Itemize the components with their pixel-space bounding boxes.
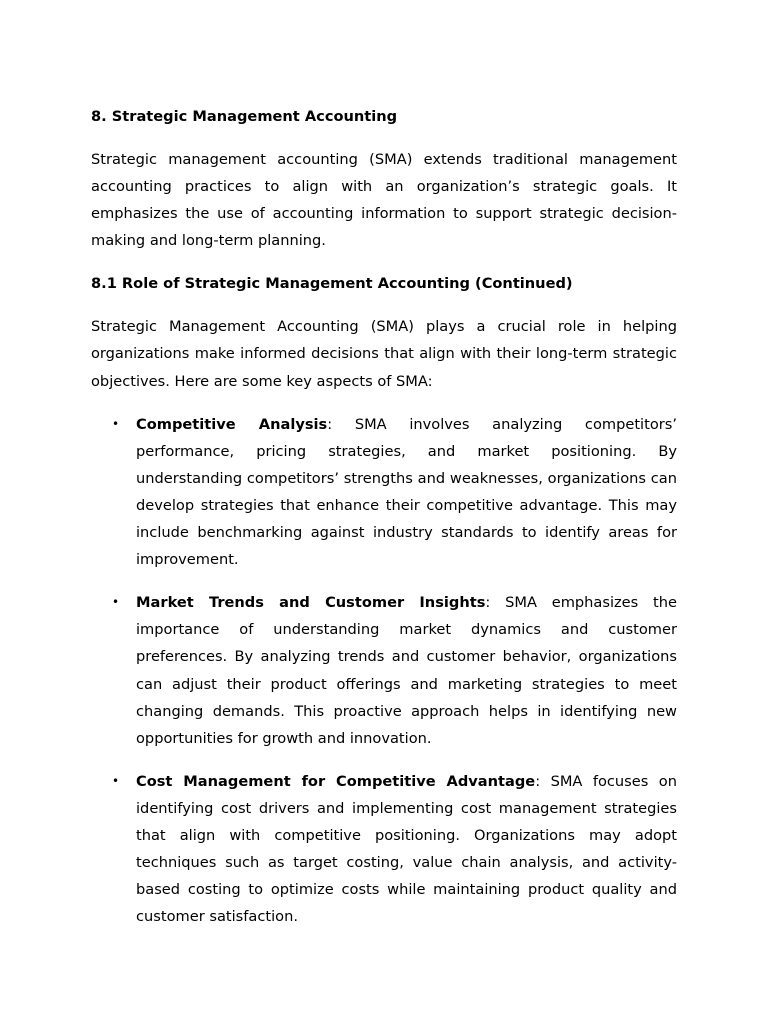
bullet-icon: • bbox=[112, 416, 120, 431]
list-item-text: SMA involves analyzing competitors’ performance, pricing strategies, and market positioning. By understanding competitors’ strengths and weaknesses, organizations can develop strategies that enhance their competitive advantage. This may include benchmarking against industry standards to identify areas for improvement. bbox=[136, 415, 677, 569]
list-item bbox=[91, 768, 677, 931]
subsection-intro-paragraph: Strategic Management Accounting (SMA) plays a crucial role in helping organizations make informed decisions that align with their long-term strategic objectives. Here are some key aspects of SMA: bbox=[91, 318, 677, 390]
list-item-separator: : bbox=[535, 772, 541, 790]
list-item bbox=[91, 589, 677, 752]
list-item-separator: : bbox=[485, 594, 491, 612]
bullet-icon: • bbox=[112, 595, 120, 610]
list-item-text: SMA focuses on identifying cost drivers and implementing cost management strategies that align with competitive positioning. Organizations may adopt techniques such as target costing, value chain analysis, and activity-based costing to optimize costs while maintaining product quality and customer satisfaction. bbox=[136, 772, 677, 926]
list-item-text: SMA emphasizes the importance of understanding market dynamics and customer preferences. By analyzing trends and customer behavior, organizations can adjust their product offerings and marketing strategies to meet changing demands. This proactive approach helps in identifying new opportunities for growth and innovation. bbox=[136, 594, 677, 747]
key-aspects-list bbox=[91, 411, 677, 931]
document-page bbox=[91, 103, 677, 946]
section-heading: 8. Strategic Management Accounting bbox=[91, 108, 398, 125]
list-item-term: Cost Management for Competitive Advantage bbox=[136, 772, 536, 790]
list-item-term: Market Trends and Customer Insights bbox=[136, 594, 486, 612]
section-intro-paragraph: Strategic management accounting (SMA) extends traditional management accounting practices to align with an organization’s strategic goals. It emphasizes the use of accounting information to support strategic decision-making and long-term planning. bbox=[91, 151, 677, 250]
list-item-term: Competitive Analysis bbox=[136, 415, 328, 433]
list-item-separator: : bbox=[327, 415, 333, 433]
list-item bbox=[91, 411, 677, 574]
subsection-heading: 8.1 Role of Strategic Management Accounting (Continued) bbox=[91, 275, 573, 293]
bullet-icon: • bbox=[112, 773, 120, 788]
